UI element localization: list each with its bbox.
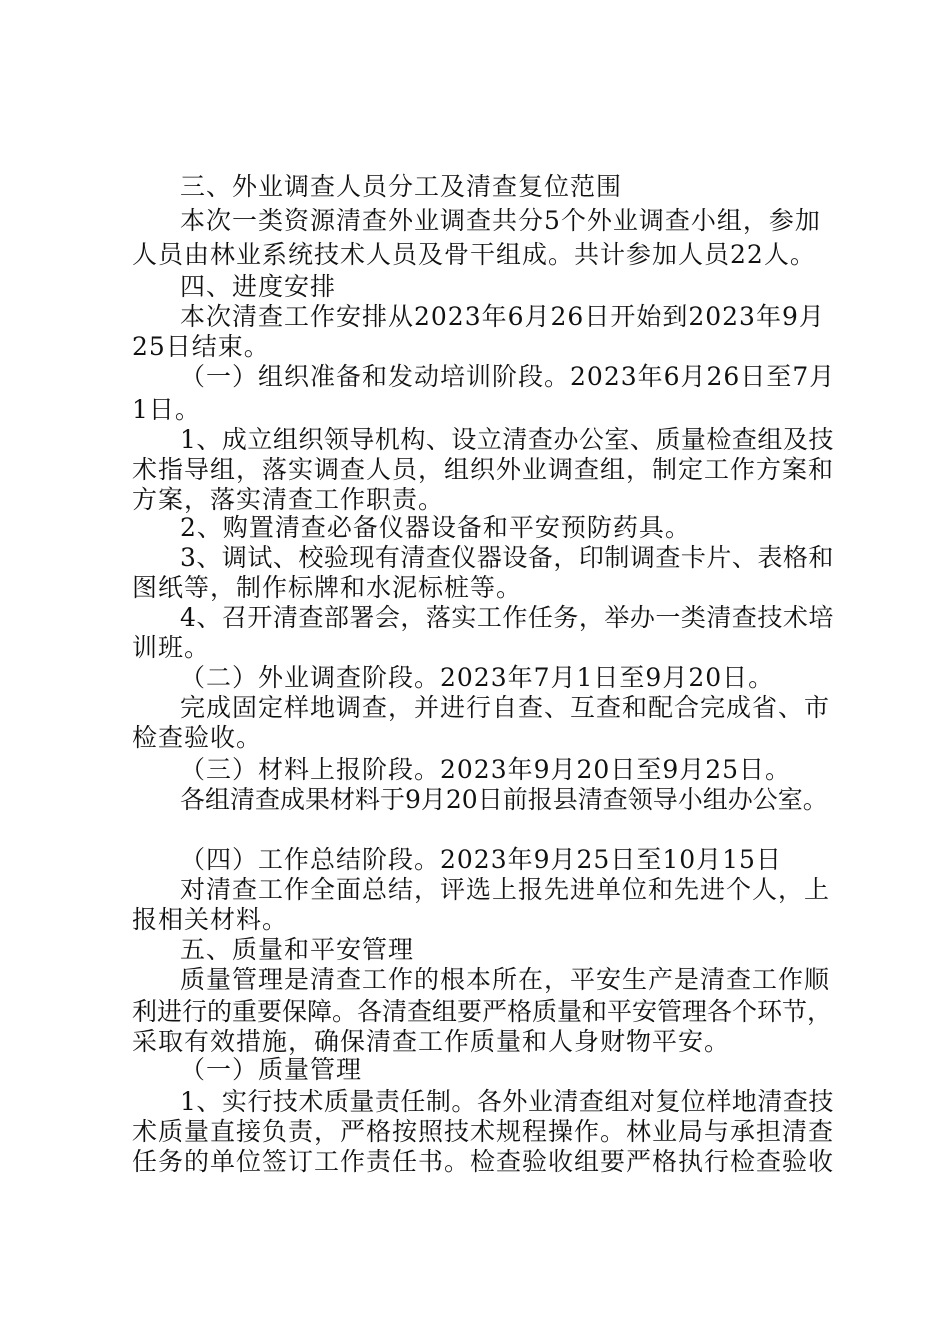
- paragraph-line: 检查验收。: [132, 723, 263, 752]
- list-item-line: 图纸等，制作标牌和水泥标桩等。: [132, 573, 523, 602]
- subheading-stage-2: （二）外业调查阶段。2023年7月1日至9月20日。: [180, 663, 775, 692]
- subheading-stage-4: （四）工作总结阶段。2023年9月25日至10月15日: [180, 845, 782, 874]
- paragraph-line: 采取有效措施，确保清查工作质量和人身财物平安。: [132, 1027, 731, 1056]
- subheading-stage-1: （一）组织准备和发动培训阶段。2023年6月26日至7月: [180, 362, 836, 391]
- subheading-quality: （一）质量管理: [180, 1055, 363, 1084]
- heading-section-5: 五、质量和平安管理: [180, 935, 415, 964]
- list-item-line: 4、召开清查部署会，落实工作任务，举办一类清查技术培: [180, 603, 834, 632]
- list-item-line: 任务的单位签订工作责任书。检查验收组要严格执行检查验收: [132, 1147, 835, 1176]
- list-item-line: 训班。: [132, 633, 211, 662]
- paragraph-line: 报相关材料。: [132, 905, 289, 934]
- paragraph-line: 人员由林业系统技术人员及骨干组成。共计参加人员22人。: [132, 240, 816, 269]
- paragraph-line: 质量管理是清查工作的根本所在，平安生产是清查工作顺: [180, 965, 831, 994]
- paragraph-line: 利进行的重要保障。各清查组要严格质量和平安管理各个环节，: [132, 997, 833, 1026]
- heading-section-4: 四、进度安排: [180, 272, 337, 301]
- paragraph-line: 完成固定样地调查，并进行自查、互查和配合完成省、市: [180, 693, 831, 722]
- paragraph-line: 1日。: [132, 395, 201, 424]
- paragraph-line: 本次一类资源清查外业调查共分5个外业调查小组，参加: [180, 206, 821, 235]
- subheading-stage-3: （三）材料上报阶段。2023年9月20日至9月25日。: [180, 755, 792, 784]
- paragraph-line: 25日结束。: [132, 332, 270, 361]
- list-item-line: 方案，落实清查工作职责。: [132, 485, 445, 514]
- paragraph-line: 对清查工作全面总结，评选上报先进单位和先进个人，上: [180, 875, 831, 904]
- heading-section-3: 三、外业调查人员分工及清查复位范围: [180, 172, 623, 201]
- list-item-line: 术质量直接负责，严格按照技术规程操作。林业局与承担清查: [132, 1117, 835, 1146]
- list-item-line: 3、调试、校验现有清查仪器设备，印制调查卡片、表格和: [180, 543, 834, 572]
- list-item-line: 1、实行技术质量责任制。各外业清查组对复位样地清查技: [180, 1087, 834, 1116]
- list-item-line: 术指导组，落实调查人员，组织外业调查组，制定工作方案和: [132, 455, 835, 484]
- paragraph-line: 各组清查成果材料于9月20日前报县清查领导小组办公室。: [180, 785, 828, 814]
- list-item-line: 2、购置清查必备仪器设备和平安预防药具。: [180, 513, 691, 542]
- list-item-line: 1、成立组织领导机构、设立清查办公室、质量检查组及技: [180, 425, 834, 454]
- paragraph-line: 本次清查工作安排从2023年6月26日开始到2023年9月: [180, 302, 825, 331]
